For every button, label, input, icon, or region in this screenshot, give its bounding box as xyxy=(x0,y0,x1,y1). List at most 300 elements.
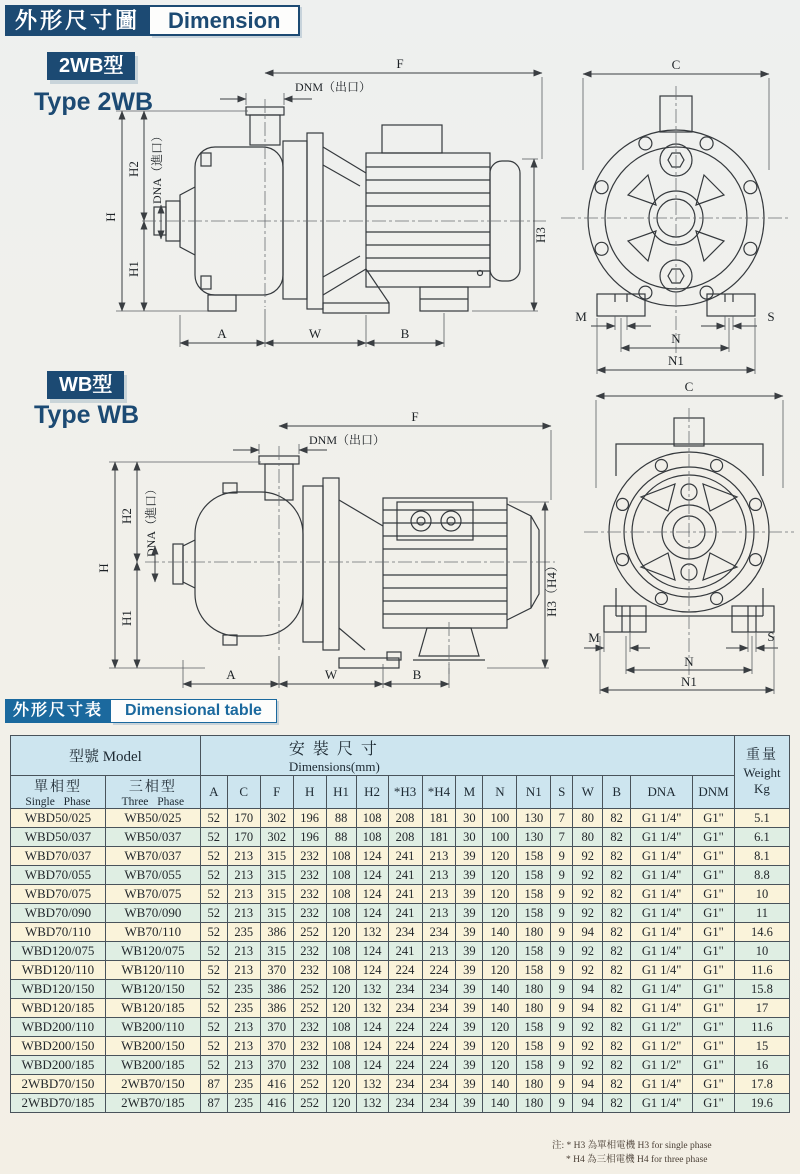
model-header: 型號 Model xyxy=(11,736,201,776)
dimension-cell: 370 xyxy=(260,1018,293,1037)
dimension-cell: 315 xyxy=(260,942,293,961)
dimension-cell: 87 xyxy=(200,1075,227,1094)
dimension-cell: 7 xyxy=(551,828,573,847)
dimension-cell: 120 xyxy=(483,1056,517,1075)
table-title-en: Dimensional table xyxy=(111,699,277,723)
dimension-cell: 52 xyxy=(200,847,227,866)
dim-label-a: A xyxy=(217,326,227,341)
dimension-cell: 302 xyxy=(260,828,293,847)
dimension-cell: 158 xyxy=(517,1037,551,1056)
dimension-cell: 52 xyxy=(200,961,227,980)
weight-cell: 11.6 xyxy=(734,961,789,980)
dimension-cell: 124 xyxy=(356,885,388,904)
dimension-cell: 224 xyxy=(388,961,422,980)
dimension-cell: 234 xyxy=(422,980,456,999)
weight-cell: 15 xyxy=(734,1037,789,1056)
dimension-cell: 180 xyxy=(517,980,551,999)
dimension-cell: 132 xyxy=(356,1075,388,1094)
dim-label-s: S xyxy=(767,309,775,324)
dim-label-h1: H1 xyxy=(126,261,141,277)
dimension-cell: G1 1/4" xyxy=(631,809,693,828)
dimension-cell: 108 xyxy=(326,942,356,961)
dimension-cell: 170 xyxy=(227,828,260,847)
dimension-cell: 120 xyxy=(483,942,517,961)
dimension-cell: 52 xyxy=(200,1018,227,1037)
dimension-cell: G1 1/4" xyxy=(631,885,693,904)
dim-label-b: B xyxy=(412,667,422,682)
dimension-cell: 232 xyxy=(293,904,326,923)
dimension-cell: 120 xyxy=(483,1037,517,1056)
dimension-cell: 130 xyxy=(517,828,551,847)
table-row xyxy=(11,923,790,942)
dimension-cell: 100 xyxy=(483,809,517,828)
model-three-cell: WB120/185 xyxy=(105,999,200,1018)
dimension-cell: G1 1/4" xyxy=(631,1075,693,1094)
weight-cell: 17 xyxy=(734,999,789,1018)
dimension-cell: 9 xyxy=(551,999,573,1018)
dimension-cell: G1 1/4" xyxy=(631,980,693,999)
dimension-cell: 235 xyxy=(227,980,260,999)
dimension-cell: G1 1/4" xyxy=(631,923,693,942)
dimension-cell: 82 xyxy=(603,923,631,942)
model-single-cell: WBD120/150 xyxy=(11,980,106,999)
dimension-cell: G1" xyxy=(693,809,735,828)
dimension-cell: 124 xyxy=(356,942,388,961)
dimension-cell: 88 xyxy=(326,828,356,847)
model-three-cell: WB50/025 xyxy=(105,809,200,828)
dimension-cell: 82 xyxy=(603,1018,631,1037)
dimension-cell: 158 xyxy=(517,885,551,904)
dimension-cell: G1" xyxy=(693,980,735,999)
dimension-cell: 235 xyxy=(227,999,260,1018)
dimension-cell: 213 xyxy=(227,961,260,980)
weight-cell: 5.1 xyxy=(734,809,789,828)
dimensions-header-en: Dimensions(mm) xyxy=(288,759,380,774)
dim-label-dna-inlet: DNA（進口） xyxy=(150,130,164,204)
dimension-cell: 234 xyxy=(388,923,422,942)
dimension-cell: 30 xyxy=(456,809,483,828)
weight-cell: 11.6 xyxy=(734,1018,789,1037)
dimension-cell: 52 xyxy=(200,923,227,942)
dimension-cell: 315 xyxy=(260,885,293,904)
dimension-cell: 80 xyxy=(573,828,603,847)
model-three-cell: WB120/075 xyxy=(105,942,200,961)
dimension-cell: 234 xyxy=(388,999,422,1018)
dim-label-n1: N1 xyxy=(668,353,684,368)
dim-column-header: H2 xyxy=(356,776,388,809)
dimension-cell: 235 xyxy=(227,1094,260,1113)
table-row xyxy=(11,1056,790,1075)
dimension-cell: 232 xyxy=(293,847,326,866)
dimension-cell: 235 xyxy=(227,923,260,942)
dimension-cell: G1" xyxy=(693,847,735,866)
dimension-cell: G1 1/4" xyxy=(631,904,693,923)
dim-column-header: *H4 xyxy=(422,776,456,809)
dimension-cell: 213 xyxy=(227,1056,260,1075)
dimension-cell: 120 xyxy=(326,923,356,942)
dimension-cell: G1 1/2" xyxy=(631,1018,693,1037)
dimension-cell: 370 xyxy=(260,1037,293,1056)
dimension-cell: 108 xyxy=(326,961,356,980)
weight-cell: 14.6 xyxy=(734,923,789,942)
dimension-cell: 52 xyxy=(200,885,227,904)
dimension-cell: 140 xyxy=(483,923,517,942)
dimension-cell: 120 xyxy=(483,1018,517,1037)
weight-cell: 10 xyxy=(734,885,789,904)
dimension-cell: 158 xyxy=(517,847,551,866)
pump-body-outline xyxy=(154,107,520,313)
weight-cell: 17.8 xyxy=(734,1075,789,1094)
dimension-cell: 124 xyxy=(356,1037,388,1056)
dimension-cell: 170 xyxy=(227,809,260,828)
dim-label-dna-inlet: DNA（進口） xyxy=(144,483,158,557)
dimension-cell: 224 xyxy=(388,1037,422,1056)
dim-column-header: M xyxy=(456,776,483,809)
dimension-cell: 52 xyxy=(200,1056,227,1075)
dim-label-n1: N1 xyxy=(681,674,697,689)
dimension-cell: 108 xyxy=(326,904,356,923)
dimension-cell: 82 xyxy=(603,828,631,847)
dim-label-h3-h4: H3（H4） xyxy=(544,559,559,617)
dimension-cell: G1" xyxy=(693,1094,735,1113)
dim-label-dnm-outlet: DNM（出口） xyxy=(295,80,372,94)
dimension-cell: 82 xyxy=(603,1037,631,1056)
dimension-cell: 52 xyxy=(200,866,227,885)
dimension-cell: 88 xyxy=(326,809,356,828)
dimension-cell: 124 xyxy=(356,1018,388,1037)
model-three-cell: 2WB70/185 xyxy=(105,1094,200,1113)
dimension-cell: 108 xyxy=(356,809,388,828)
dimension-cell: 370 xyxy=(260,961,293,980)
dim-label-f: F xyxy=(396,56,404,71)
model-single-cell: WBD70/075 xyxy=(11,885,106,904)
dim-label-n: N xyxy=(671,331,681,346)
dimension-cell: 108 xyxy=(326,847,356,866)
dim-label-m: M xyxy=(575,309,587,324)
dim-label-b: B xyxy=(400,326,410,341)
dimension-cell: 315 xyxy=(260,866,293,885)
model-three-cell: WB120/110 xyxy=(105,961,200,980)
type-wb-badge: WB型 xyxy=(47,371,124,399)
dim-label-f: F xyxy=(411,409,419,424)
dimension-cell: 9 xyxy=(551,1018,573,1037)
weight-header xyxy=(734,736,789,809)
dimension-cell: 234 xyxy=(388,1094,422,1113)
dimension-cell: G1" xyxy=(693,961,735,980)
dimension-cell: 208 xyxy=(388,828,422,847)
dimension-cell: 120 xyxy=(483,904,517,923)
dimension-cell: 120 xyxy=(483,847,517,866)
dimension-cell: 108 xyxy=(326,885,356,904)
dim-column-header: B xyxy=(603,776,631,809)
dimension-cell: 9 xyxy=(551,885,573,904)
dimension-cell: 232 xyxy=(293,1037,326,1056)
dim-column-header: S xyxy=(551,776,573,809)
dim-label-h: H xyxy=(103,212,118,222)
dimension-cell: 9 xyxy=(551,961,573,980)
dimension-cell: 9 xyxy=(551,1075,573,1094)
dimension-cell: 9 xyxy=(551,923,573,942)
dim-column-header: N xyxy=(483,776,517,809)
dimension-cell: 120 xyxy=(326,980,356,999)
dimension-cell: 108 xyxy=(326,1018,356,1037)
dimension-cell: 158 xyxy=(517,866,551,885)
dimension-cell: 213 xyxy=(422,904,456,923)
dimension-cell: 140 xyxy=(483,999,517,1018)
dimension-cell: 224 xyxy=(422,961,456,980)
weight-cell: 8.1 xyxy=(734,847,789,866)
dim-column-header: H xyxy=(293,776,326,809)
dimension-cell: 196 xyxy=(293,828,326,847)
dimension-cell: 232 xyxy=(293,961,326,980)
dimension-cell: 82 xyxy=(603,866,631,885)
table-row xyxy=(11,809,790,828)
model-single-cell: WBD50/025 xyxy=(11,809,106,828)
dimension-cell: 140 xyxy=(483,1075,517,1094)
dimension-cell: 52 xyxy=(200,980,227,999)
table-row xyxy=(11,942,790,961)
dimension-cell: 124 xyxy=(356,904,388,923)
drawing-2wb-side-view xyxy=(100,55,550,365)
dimension-cell: 9 xyxy=(551,1094,573,1113)
dimension-cell: 208 xyxy=(388,809,422,828)
model-single-cell: WBD120/110 xyxy=(11,961,106,980)
dimension-cell: 92 xyxy=(573,1018,603,1037)
dimension-cell: 92 xyxy=(573,961,603,980)
dim-label-c: C xyxy=(671,57,681,72)
dimension-cell: 386 xyxy=(260,923,293,942)
dimension-cell: G1 1/4" xyxy=(631,1094,693,1113)
dimension-cell: 124 xyxy=(356,1056,388,1075)
page-title-en: Dimension xyxy=(150,5,300,36)
dim-label-w: W xyxy=(324,667,338,682)
dim-column-header: DNA xyxy=(631,776,693,809)
table-row xyxy=(11,999,790,1018)
table-row xyxy=(11,1037,790,1056)
drawing-wb-side-view xyxy=(95,409,565,702)
footnote-line2: * H4 為三相電機 H4 for three phase xyxy=(566,1154,708,1165)
dimension-cell: 124 xyxy=(356,961,388,980)
dim-label-h3: H3 xyxy=(533,227,548,243)
dimension-cell: 9 xyxy=(551,942,573,961)
dimension-cell: 140 xyxy=(483,980,517,999)
dimension-cell: 39 xyxy=(456,1037,483,1056)
dimension-cell: 124 xyxy=(356,866,388,885)
dim-label-w: W xyxy=(308,326,322,341)
dimension-cell: 180 xyxy=(517,1094,551,1113)
dimension-cell: 315 xyxy=(260,904,293,923)
dimension-cell: 224 xyxy=(422,1018,456,1037)
dimension-cell: 39 xyxy=(456,923,483,942)
dimension-cell: 39 xyxy=(456,885,483,904)
dimensions-header-zh: 安裝尺寸 xyxy=(288,741,385,758)
dimension-cell: 213 xyxy=(227,847,260,866)
dim-label-h1: H1 xyxy=(119,610,134,626)
dimension-cell: 94 xyxy=(573,980,603,999)
dimension-cell: 39 xyxy=(456,1075,483,1094)
dimension-cell: 52 xyxy=(200,809,227,828)
table-row xyxy=(11,1094,790,1113)
dimension-cell: 213 xyxy=(422,866,456,885)
footnote xyxy=(552,1140,795,1168)
dimension-cell: 82 xyxy=(603,885,631,904)
dimension-cell: 9 xyxy=(551,866,573,885)
dimension-cell: 234 xyxy=(422,999,456,1018)
dim-label-h: H xyxy=(96,563,111,573)
type-2wb-badge: 2WB型 xyxy=(47,52,135,80)
dimension-cell: 39 xyxy=(456,1018,483,1037)
dimension-cell: 52 xyxy=(200,999,227,1018)
dimension-cell: G1" xyxy=(693,828,735,847)
dimensional-table xyxy=(10,735,790,1113)
table-row xyxy=(11,980,790,999)
table-row xyxy=(11,961,790,980)
dimension-cell: 252 xyxy=(293,1075,326,1094)
weight-cell: 8.8 xyxy=(734,866,789,885)
dimension-cell: 9 xyxy=(551,1056,573,1075)
dimension-cell: 30 xyxy=(456,828,483,847)
dimension-cell: 416 xyxy=(260,1075,293,1094)
dimension-cell: G1" xyxy=(693,923,735,942)
dimension-cell: 132 xyxy=(356,923,388,942)
footnote-line1: 注: * H3 為單相電機 H3 for single phase xyxy=(552,1141,712,1151)
table-row xyxy=(11,828,790,847)
dimension-cell: 213 xyxy=(227,885,260,904)
dimension-cell: 39 xyxy=(456,847,483,866)
dimension-cell: 39 xyxy=(456,1056,483,1075)
model-single-cell: WBD50/037 xyxy=(11,828,106,847)
dimension-cell: G1" xyxy=(693,1018,735,1037)
model-single-cell: WBD70/090 xyxy=(11,904,106,923)
dimension-cell: 120 xyxy=(483,866,517,885)
dimension-cell: 158 xyxy=(517,904,551,923)
model-single-cell: WBD200/110 xyxy=(11,1018,106,1037)
weight-cell: 19.6 xyxy=(734,1094,789,1113)
dimension-cell: G1" xyxy=(693,904,735,923)
type-wb-label: Type WB xyxy=(34,401,140,429)
dimension-cell: 232 xyxy=(293,942,326,961)
dimension-cell: 52 xyxy=(200,828,227,847)
dimension-cell: 252 xyxy=(293,999,326,1018)
dimension-cell: 82 xyxy=(603,942,631,961)
dimension-cell: 224 xyxy=(422,1037,456,1056)
dimension-cell: 39 xyxy=(456,904,483,923)
drawing-2wb-front-view xyxy=(553,58,798,383)
dimension-cell: 92 xyxy=(573,885,603,904)
dimension-cell: 94 xyxy=(573,1094,603,1113)
dimension-cell: 224 xyxy=(422,1056,456,1075)
dimension-cell: 213 xyxy=(422,942,456,961)
dimension-cell: 108 xyxy=(326,866,356,885)
dimension-cell: 386 xyxy=(260,999,293,1018)
dimension-cell: 52 xyxy=(200,1037,227,1056)
model-three-cell: WB120/150 xyxy=(105,980,200,999)
dimension-cell: 234 xyxy=(422,1094,456,1113)
dimension-cell: 224 xyxy=(388,1056,422,1075)
dimension-cell: 39 xyxy=(456,999,483,1018)
dim-label-c: C xyxy=(684,379,694,394)
dimension-cell: 213 xyxy=(422,847,456,866)
dimension-cell: G1 1/2" xyxy=(631,1037,693,1056)
dimension-cell: G1 1/4" xyxy=(631,866,693,885)
dimension-cell: 100 xyxy=(483,828,517,847)
weight-cell: 16 xyxy=(734,1056,789,1075)
dimension-cell: 108 xyxy=(326,1037,356,1056)
weight-header-unit: Kg xyxy=(754,780,770,796)
dimension-cell: 108 xyxy=(326,1056,356,1075)
dimension-cell: 234 xyxy=(388,1075,422,1094)
dimension-cell: 120 xyxy=(483,961,517,980)
dimension-cell: 416 xyxy=(260,1094,293,1113)
dimension-cell: 82 xyxy=(603,980,631,999)
model-three-cell: WB200/150 xyxy=(105,1037,200,1056)
dimension-cell: 232 xyxy=(293,1018,326,1037)
dimension-cell: 82 xyxy=(603,1075,631,1094)
dimension-cell: 213 xyxy=(227,1018,260,1037)
dimension-cell: 196 xyxy=(293,809,326,828)
dimension-cell: 370 xyxy=(260,1056,293,1075)
dim-label-a: A xyxy=(226,667,236,682)
dimension-cell: 94 xyxy=(573,999,603,1018)
model-three-cell: WB70/110 xyxy=(105,923,200,942)
dimension-cell: G1" xyxy=(693,1037,735,1056)
dim-label-s: S xyxy=(767,629,775,644)
model-single-cell: WBD200/185 xyxy=(11,1056,106,1075)
model-three-cell: WB200/185 xyxy=(105,1056,200,1075)
dim-column-header: F xyxy=(260,776,293,809)
dimension-cell: 140 xyxy=(483,1094,517,1113)
dim-label-h2: H2 xyxy=(126,161,141,177)
dimension-cell: 92 xyxy=(573,847,603,866)
dimension-cell: 39 xyxy=(456,980,483,999)
dimension-cell: 94 xyxy=(573,1075,603,1094)
dimension-cell: 82 xyxy=(603,847,631,866)
dimension-cell: 213 xyxy=(422,885,456,904)
dimension-cell: 252 xyxy=(293,980,326,999)
dimension-cell: 213 xyxy=(227,942,260,961)
dimension-cell: 158 xyxy=(517,961,551,980)
dimension-cell: 108 xyxy=(356,828,388,847)
dimension-cell: 52 xyxy=(200,942,227,961)
dimension-cell: 232 xyxy=(293,866,326,885)
model-single-cell: 2WBD70/185 xyxy=(11,1094,106,1113)
dimension-cell: G1 1/4" xyxy=(631,847,693,866)
dimension-cell: 213 xyxy=(227,1037,260,1056)
dim-column-header: N1 xyxy=(517,776,551,809)
dimension-cell: 132 xyxy=(356,999,388,1018)
dimension-cell: 9 xyxy=(551,980,573,999)
dim-column-header: W xyxy=(573,776,603,809)
dimension-cell: 235 xyxy=(227,1075,260,1094)
weight-header-zh: 重量 xyxy=(745,748,778,763)
dimension-cell: G1" xyxy=(693,1075,735,1094)
dimension-cell: 39 xyxy=(456,866,483,885)
dimension-cell: 39 xyxy=(456,942,483,961)
table-row xyxy=(11,866,790,885)
dimension-cell: 386 xyxy=(260,980,293,999)
dimension-cell: 92 xyxy=(573,1056,603,1075)
dimension-cell: G1 1/4" xyxy=(631,942,693,961)
dimension-cell: 82 xyxy=(603,1056,631,1075)
dimension-cell: 180 xyxy=(517,923,551,942)
dimension-cell: 82 xyxy=(603,904,631,923)
dimension-cell: 92 xyxy=(573,866,603,885)
dimension-cell: G1 1/2" xyxy=(631,1056,693,1075)
dim-label-dnm-outlet: DNM（出口） xyxy=(309,433,386,447)
model-three-cell: WB70/090 xyxy=(105,904,200,923)
dimension-cell: 92 xyxy=(573,942,603,961)
dimension-cell: 315 xyxy=(260,847,293,866)
